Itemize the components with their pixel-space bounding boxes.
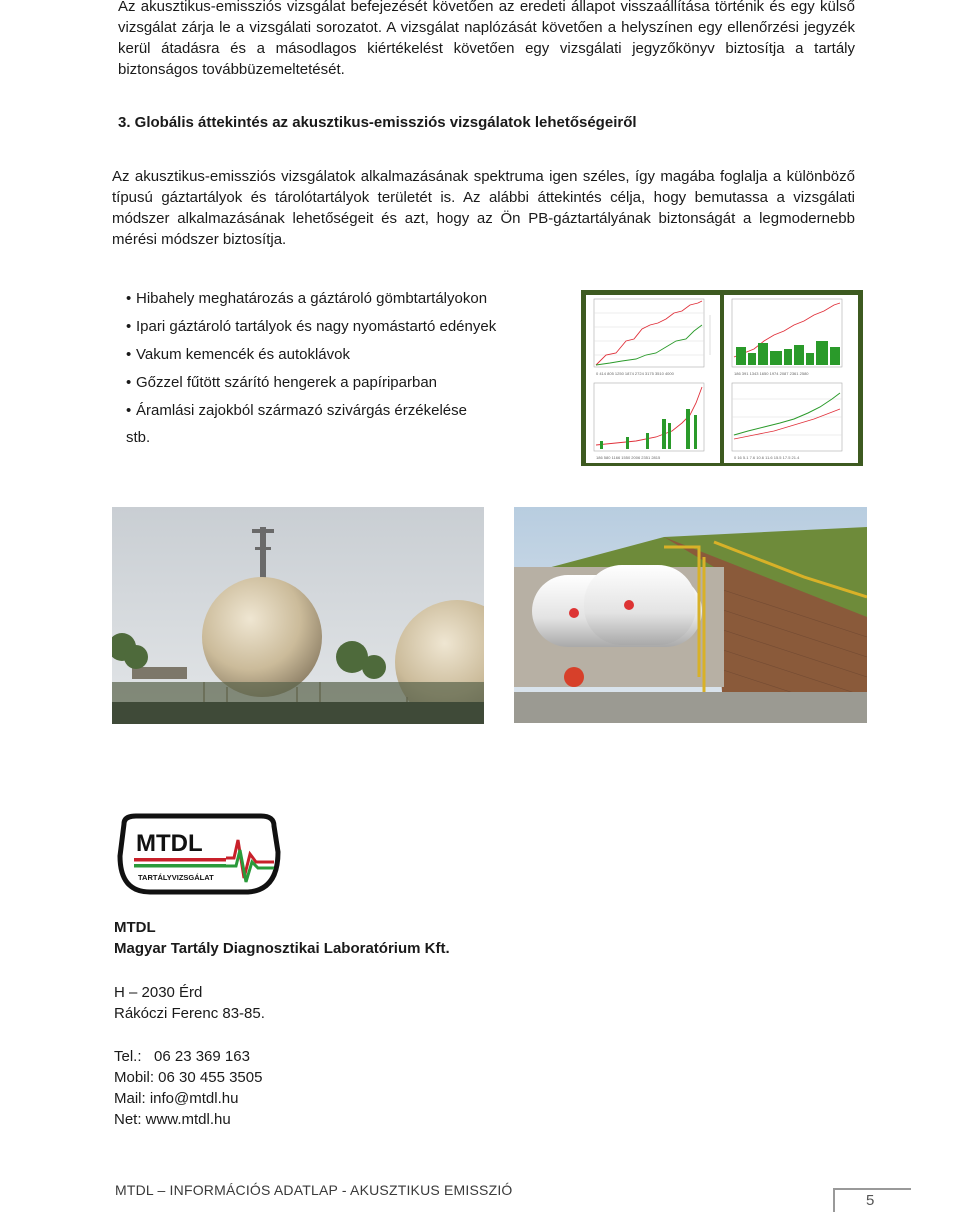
company-postal: H – 2030 Érd: [114, 984, 203, 1001]
company-tel: Tel.: 06 23 369 163: [114, 1048, 250, 1065]
company-street: Rákóczi Ferenc 83-85.: [114, 1005, 265, 1022]
mtdl-logo: [116, 812, 281, 902]
list-item: • Vakum kemencék és autoklávok: [126, 346, 350, 363]
intro-paragraph: Az akusztikus-emissziós vizsgálat befejezését követően az eredeti állapot visszaállítása történik és egy külső vizsgálat zárja le a vizsgálati sorozatot. A vizsgálat naplózását követően a helyszínen egy ellenőrzési jegyzék kerül átadásra és a másodlagos kiértékelést követően egy vizsgálati jegyzőkönyv biztosítja a tartály biztonságos továbbüzemeltetését.: [118, 0, 855, 78]
list-item: • Gőzzel fűtött szárító hengerek a papíriparban: [126, 374, 438, 391]
svg-text:0 414 805 1250 1874 2724 3175: 0 414 805 1250 1874 2724 3175 3510 4000: [596, 371, 674, 376]
list-item: • Hibahely meghatározás a gáztároló gömbtartályokon: [126, 290, 488, 307]
chart-thumbnail: [586, 379, 720, 463]
application-list: [126, 288, 496, 428]
overview-paragraph: Az akusztikus-emissziós vizsgálatok alkalmazásának spektruma igen széles, így magába foglalja a különböző típusú gáztartályok és tárolótartályok területét is. Az alábbi áttekintés célja, hogy bemutassa a vizsgálati módszer alkalmazásának lehetőségeit és azt, hogy az Ön PB-gáztartályának biztonságát a legmodernebb mérési módszer biztosítja.: [112, 168, 855, 248]
svg-text:186 391 1343 1650 1974 2087 23: 186 391 1343 1650 1974 2087 2361 2580: [734, 371, 809, 376]
company-mail[interactable]: Mail: info@mtdl.hu: [114, 1090, 239, 1107]
section-heading: 3. Globális áttekintés az akusztikus-emissziós vizsgálatok lehetőségeiről: [118, 114, 637, 131]
company-website[interactable]: Net: www.mtdl.hu: [114, 1111, 231, 1128]
page-number: 5: [866, 1192, 875, 1209]
svg-text:MTDL: MTDL: [136, 830, 203, 857]
svg-text:0 16 5.1 7.6 10.6 11.6 15.5 17: 0 16 5.1 7.6 10.6 11.6 15.5 17.5 21.4: [734, 455, 800, 460]
lpg-tanks-photo: [514, 507, 867, 723]
chart-thumbnail: [724, 379, 858, 463]
company-full-name: Magyar Tartály Diagnosztikai Laboratórium Kft.: [114, 940, 450, 957]
chart-thumbnail: [586, 295, 720, 379]
svg-text:186 580 1166 1550 2006 2351 28: 186 580 1166 1550 2006 2351 2815: [596, 455, 661, 460]
list-item: • Áramlási zajokból származó szivárgás érzékelése: [126, 402, 467, 419]
svg-text:TARTÁLYVIZSGÁLAT: TARTÁLYVIZSGÁLAT: [138, 873, 214, 882]
measurement-charts-image: [581, 290, 863, 466]
spherical-tanks-photo: [112, 507, 484, 724]
company-mobil: Mobil: 06 30 455 3505: [114, 1069, 263, 1086]
company-short-name: MTDL: [114, 919, 156, 936]
chart-thumbnail: [724, 295, 858, 379]
list-item: • Ipari gáztároló tartályok és nagy nyomástartó edények: [126, 318, 497, 335]
list-tail: stb.: [126, 429, 151, 446]
page-footer: MTDL – INFORMÁCIÓS ADATLAP - AKUSZTIKUS EMISSZIÓ: [115, 1182, 513, 1198]
